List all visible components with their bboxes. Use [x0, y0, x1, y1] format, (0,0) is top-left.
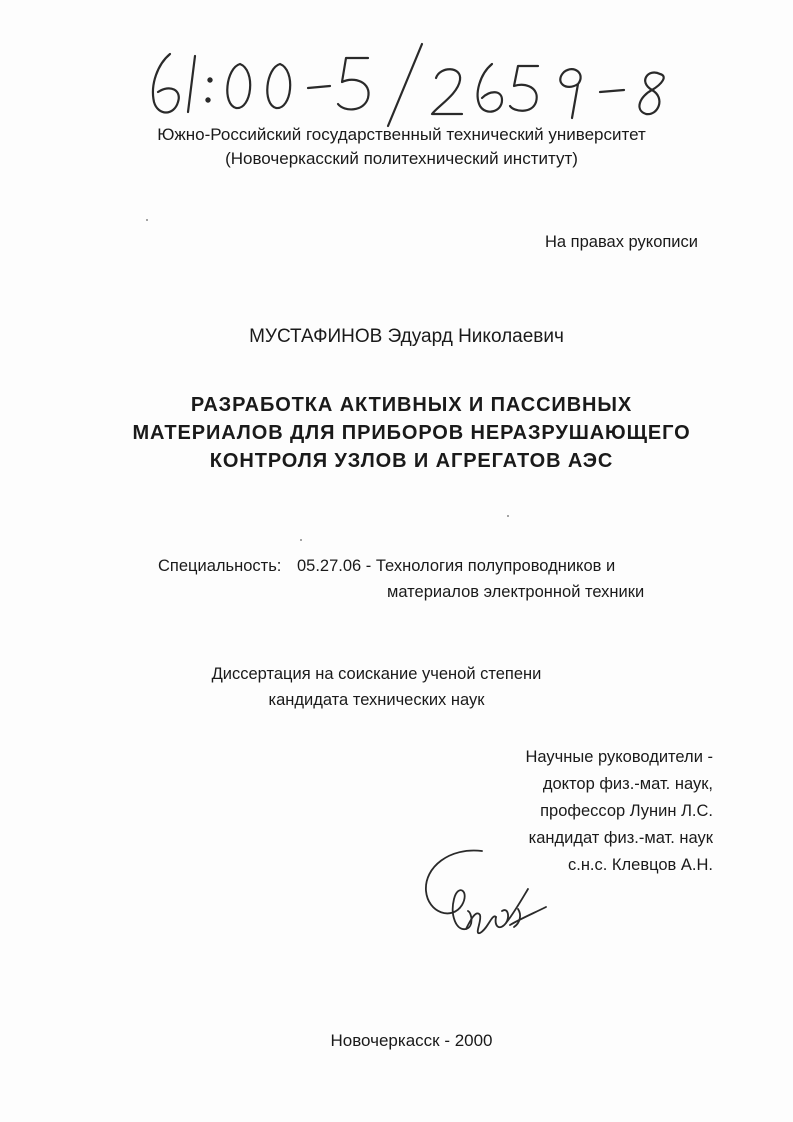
author-name: МУСТАФИНОВ Эдуард Николаевич: [249, 326, 564, 347]
specialty-value-line-1: 05.27.06 - Технология полупроводников и: [297, 557, 616, 575]
thesis-title-line-2: МАТЕРИАЛОВ ДЛЯ ПРИБОРОВ НЕРАЗРУШАЮЩЕГО: [132, 422, 691, 444]
dissertation-purpose-line-2: кандидата технических наук: [268, 691, 485, 709]
city-and-year: Новочеркасск - 2000: [330, 1031, 493, 1050]
institution-former-name: (Новочеркасский политехнический институт): [225, 149, 578, 168]
thesis-title-line-3: КОНТРОЛЯ УЗЛОВ И АГРЕГАТОВ АЭС: [209, 450, 614, 472]
institution-name: Южно-Российский государственный технический университет: [157, 125, 646, 144]
manuscript-rights-note: На правах рукописи: [545, 233, 698, 251]
supervisors-heading: Научные руководители -: [525, 748, 713, 766]
scan-speck: [507, 515, 509, 517]
thesis-title-line-1: РАЗРАБОТКА АКТИВНЫХ И ПАССИВНЫХ: [190, 394, 633, 416]
handwritten-signature: [410, 843, 550, 953]
dissertation-purpose-line-1: Диссертация на соискание ученой степени: [211, 665, 542, 683]
supervisor-2-name: с.н.с. Клевцов А.Н.: [567, 856, 713, 874]
supervisor-1-degree: доктор физ.-мат. наук,: [542, 775, 713, 793]
supervisor-2-degree: кандидат физ.-мат. наук: [528, 829, 713, 847]
supervisor-1-name: профессор Лунин Л.С.: [540, 802, 713, 820]
scan-speck: [300, 539, 302, 541]
specialty-label: Специальность:: [158, 557, 282, 575]
supervisors-block: [526, 744, 713, 879]
scan-speck: [146, 219, 148, 221]
handwritten-archive-code: [140, 34, 700, 129]
specialty-value-line-2: материалов электронной техники: [387, 583, 645, 601]
